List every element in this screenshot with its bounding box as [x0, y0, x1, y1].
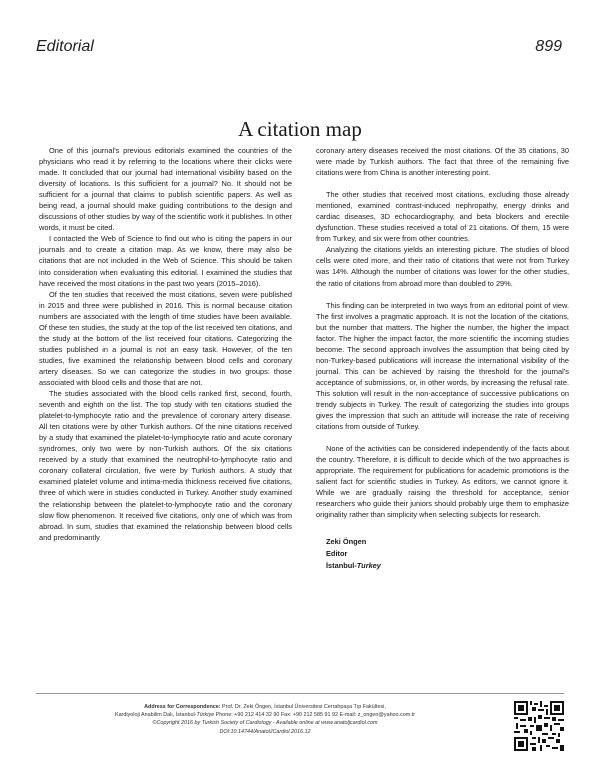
- correspondence-label: Address for Correspondence:: [144, 704, 221, 710]
- paragraph: One of this journal’s previous editorials examined the countries of the physicians who read it by referring to the locations where their clicks were made. It concluded that our journal had international visibility based on the diversity of locations. Is this sufficient for a journal? No. It should not be sufficient for a journal that claims to publish scientific papers. As well as being read, a journal should make guiding contributions to the design and discussions of other studies by way of the scientific work it publishes. In other words, it must be cited.: [39, 146, 292, 233]
- paragraph: I contacted the Web of Science to find out who is citing the papers in our journals and to create a citation map. As we know, there may also be citations that are not included in the Web of Science. This should be taken into consideration when evaluating this editorial. I examined the studies that have received the most citations in the past two years (2015–2016).: [39, 234, 292, 288]
- qr-code-icon: [514, 701, 564, 751]
- copyright: ©Copyright 2016 by Turkish Society of Cardiology - Available online at www.anatoljcardiol.com: [152, 720, 378, 727]
- right-column: [316, 145, 569, 572]
- author-role: Editor: [326, 549, 348, 559]
- address-line: Kardiyoloji Anabilim Dalı, İstanbul-: [114, 712, 197, 719]
- article-title: A citation map: [238, 117, 362, 141]
- page-number: 899: [535, 38, 562, 55]
- paragraph: Analyzing the citations yields an interesting picture. The studies of blood cells were cited more, and their ratio of citations that were not from Turkey was 14%. Although the number of citations was lower for the other studies, the ratio of citations from abroad more than doubled to 29%.: [316, 245, 569, 288]
- page-footer: [36, 693, 564, 757]
- left-column: [39, 145, 292, 572]
- doi: DOI:10.14744/AnatolJCardiol.2016.12: [219, 728, 311, 735]
- footer-text: [36, 703, 494, 736]
- contact-line: Phone: +90 212 414 32 90 Fax: +90 212 585 91 92 E-mail: z_ongen@yahoo.com.tr: [214, 712, 416, 719]
- paragraph: None of the activities can be considered independently of the facts about the country. Therefore, it is difficult to decide which of the two approaches is appropriate. The requirement for publications for academic promotions is the salient fact for scientific studies in Turkey. As editors, we cannot ignore it. While we are gradually raising the threshold for acceptance, senior researchers who guide their juniors should probably urge them to emphasize originality rather than simplicity when selecting subjects for research.: [316, 444, 569, 520]
- author-city: İstanbul-: [326, 561, 357, 571]
- author-name: Zeki Öngen: [326, 537, 367, 547]
- paragraph: The studies associated with the blood cells ranked first, second, fourth, seventh and eighth on the list. The top study with ten citations studied the platelet-to-lymphocyte ratio and the prevalence of coronary artery disease. All ten citations were by other Turkish authors. Of the nine citations received by a study that examined the platelet-to-lymphocyte ratio and acute coronary syndromes, only two were by non-Turkish authors. Of the six citations received by a study that examined the neutrophil-to-lymphocyte ratio and coronary collateral circulation, five were by Turkish authors. A study that examined platelet volume and intima-media thickness received five citations, three of which were in studies conducted in Turkey. Another study examined the relationship between the platelet-to-lymphocyte ratio and the coronary slow flow phenomenon. It received five citations, only one of which was from abroad. In sum, studies that examined the relationship between blood cells and predominantly: [39, 389, 292, 542]
- page-header: [36, 38, 562, 62]
- article-body: [39, 145, 569, 572]
- address-country: Türkiye: [196, 712, 215, 719]
- paragraph: This finding can be interpreted in two ways from an editorial point of view. The first involves a pragmatic approach. It is not the location of the citations, but the number that matters. The higher the number, the higher the impact factor. The higher the impact factor, the more scientific the incoming studies become. The second approach involves the assumption that being cited by non-Turkey-based publications will increase the international visibility of the journal. This can be achieved by raising the threshold for the journal’s acceptance of submissions, or, in other words, by increasing the refusal rate. This solution will result in the non-acceptance of successive publications on trendy subjects in Turkey. The result of categorizing the studies into groups gives the impression that such an attitude will increase the rate of receiving citations from outside of Turkey.: [316, 300, 569, 432]
- paragraph: coronary artery diseases received the most citations. Of the 35 citations, 30 were made by Turkish authors. The fact that three of the remaining five citations were from China is another interesting point.: [316, 146, 569, 178]
- signature-block: [316, 536, 569, 572]
- correspondence-text: Prof. Dr. Zeki Öngen, İstanbul Üniversitesi Cerrahpaşa Tıp Fakültesi,: [222, 704, 386, 710]
- paragraph: Of the ten studies that received the most citations, seven were published in 2015 and three were published in 2016. This is normal because citation numbers are associated with the length of time studies have been available. Of these ten studies, the study at the top of the list received ten citations, and the study at the bottom of the list received four citations. Categorizing the studies published in a journal is not an easy task. However, of the ten studies, five examined the relationship between blood cells and coronary artery diseases. So we can categorize the studies in two groups: those associated with blood cells and those that are not.: [39, 289, 292, 387]
- paragraph: The other studies that received most citations, excluding those already mentioned, examined contrast-induced nephropathy, energy drinks and cardiac diseases, 3D echocardiography, and beta blockers and erectile dysfunction. These studies received a total of 21 citations. Of them, 15 were from Turkey, and six were from other countries.: [316, 190, 569, 244]
- author-location: [326, 560, 569, 572]
- section-label: Editorial: [36, 38, 94, 55]
- footer-divider: [36, 693, 564, 694]
- author-country: Turkey: [356, 561, 381, 571]
